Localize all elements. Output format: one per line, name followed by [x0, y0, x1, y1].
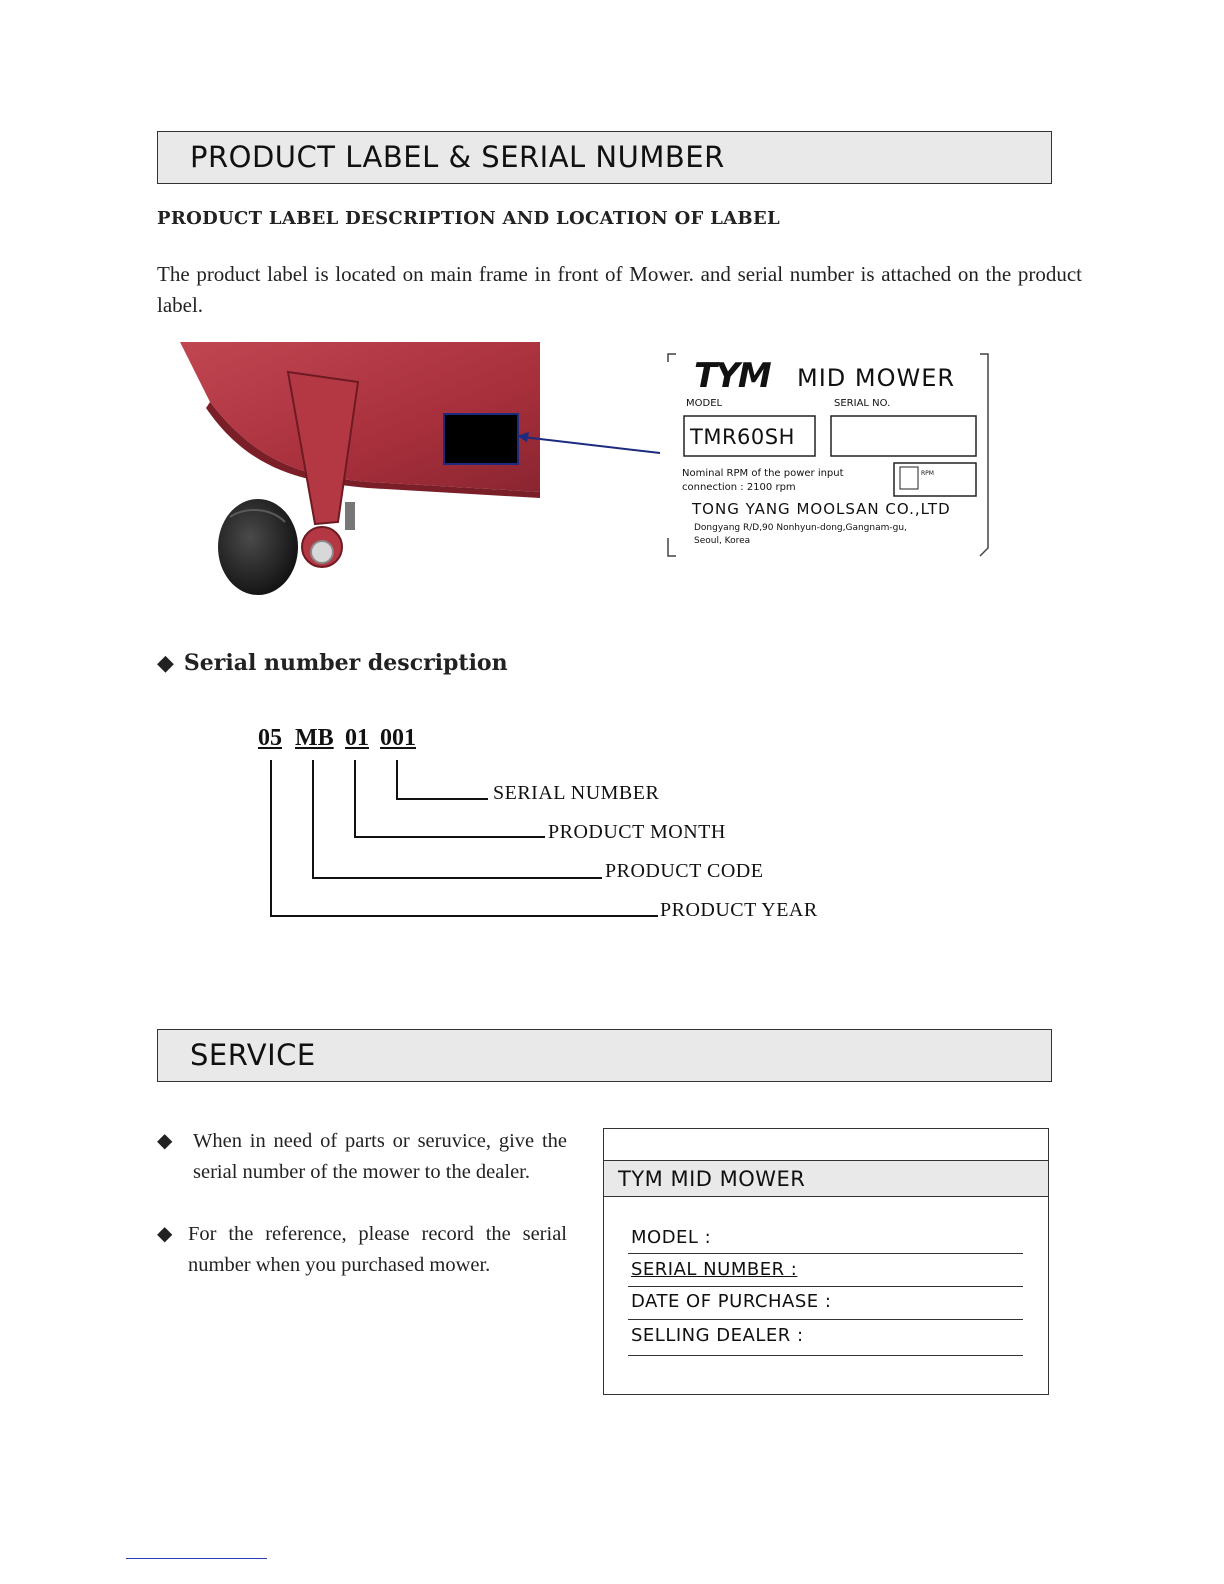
plate-rpm-line2: connection : 2100 rpm [682, 482, 796, 493]
serial-description-heading [157, 650, 508, 676]
record-form-title: TYM MID MOWER [604, 1160, 1048, 1197]
service-note-1 [157, 1126, 567, 1188]
record-label-serial: SERIAL NUMBER : [631, 1259, 798, 1280]
product-label-plate [664, 348, 994, 563]
section-header-product-label [157, 131, 1052, 184]
diamond-bullet-icon: ◆ [157, 1223, 173, 1245]
service-note-2-text: For the reference, please record the serial number when you purchased mower. [188, 1223, 567, 1276]
label-product-year: PRODUCT YEAR [660, 899, 818, 921]
plate-model-value: TMR60SH [690, 425, 795, 449]
mower-deck-photo [170, 342, 542, 602]
serial-part-number: 001 [380, 725, 416, 751]
serial-description-heading-text: Serial number description [183, 650, 508, 676]
plate-product-name: MID MOWER [797, 364, 956, 392]
service-record-form [603, 1128, 1049, 1395]
section-title: PRODUCT LABEL & SERIAL NUMBER [190, 140, 725, 174]
plate-nominal-rpm-symbol: RPM [921, 470, 934, 477]
record-field-serial[interactable] [628, 1259, 1023, 1287]
plate-brand-logo: TYM [694, 356, 770, 396]
plate-manufacturer: TONG YANG MOOLSAN CO.,LTD [692, 500, 951, 518]
section-header-service [157, 1029, 1052, 1082]
service-notes [157, 1126, 567, 1281]
pointer-arrow [515, 428, 665, 458]
record-field-dealer[interactable] [628, 1325, 1023, 1356]
plate-address-line1: Dongyang R/D,90 Nonhyun-dong,Gangnam-gu, [694, 523, 907, 533]
label-location-marker [444, 414, 518, 464]
record-label-model: MODEL : [631, 1227, 712, 1248]
intro-paragraph: The product label is located on main frame in front of Mower. and serial number is attached on the product label. [157, 262, 1082, 317]
footer-rule [126, 1558, 267, 1559]
label-serial-number: SERIAL NUMBER [493, 782, 660, 804]
diamond-bullet-icon: ◆ [157, 650, 174, 676]
serial-number-diagram [250, 725, 870, 935]
service-note-1-text: When in need of parts or seruvice, give the serial number of the mower to the dealer. [193, 1130, 567, 1183]
plate-address-line2: Seoul, Korea [694, 536, 751, 546]
serial-part-code: MB [295, 725, 334, 751]
plate-serial-caption: SERIAL NO. [834, 398, 891, 409]
serial-part-month: 01 [345, 725, 369, 751]
record-label-dealer: SELLING DEALER : [631, 1325, 804, 1346]
serial-part-year: 05 [258, 725, 282, 751]
record-field-date[interactable] [628, 1291, 1023, 1320]
plate-rpm-line1: Nominal RPM of the power input [682, 468, 844, 479]
diamond-bullet-icon: ◆ [157, 1130, 173, 1152]
plate-model-caption: MODEL [686, 398, 723, 409]
section-title: SERVICE [190, 1038, 316, 1072]
label-product-code: PRODUCT CODE [605, 860, 764, 882]
record-field-model[interactable] [628, 1227, 1023, 1254]
label-product-month: PRODUCT MONTH [548, 821, 726, 843]
service-note-2 [157, 1219, 567, 1281]
subheading: PRODUCT LABEL DESCRIPTION AND LOCATION OF LABEL [157, 208, 780, 229]
record-label-date: DATE OF PURCHASE : [631, 1291, 832, 1312]
